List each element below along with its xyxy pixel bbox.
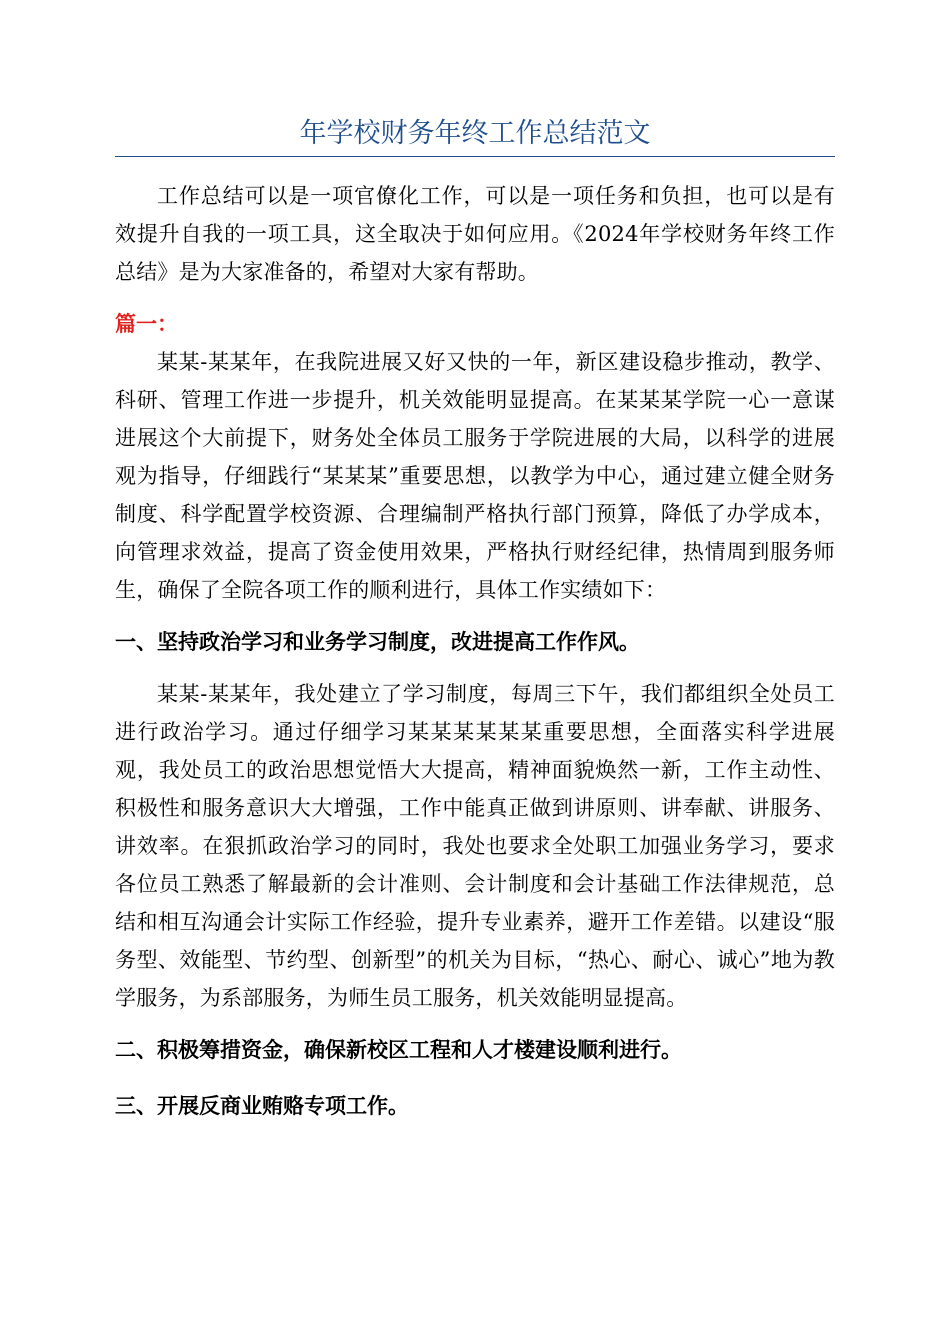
section-label: 篇一：: [115, 311, 178, 336]
body-paragraph-2: 某某-某某年，我处建立了学习制度，每周三下午，我们都组织全处员工进行政治学习。通过仔细学习某某某某某某重要思想，全面落实科学进展观，我处员工的政治思想觉悟大大提高，精神面貌焕然一新，工作主动性、积极性和服务意识大大增强，工作中能真正做到讲原则、讲奉献、讲服务、讲效率。在狠抓政治学习的同时，我处也要求全处职工加强业务学习，要求各位员工熟悉了解最新的会计准则、会计制度和会计基础工作法律规范，总结和相互沟通会计实际工作经验，提升专业素养，避开工作差错。以建设“服务型、效能型、节约型、创新型”的机关为目标，“热心、耐心、诚心”地为教学服务，为系部服务，为师生员工服务，机关效能明显提高。: [115, 682, 835, 1010]
spacer: [115, 1017, 835, 1031]
spacer: [115, 661, 835, 675]
document-title: 年学校财务年终工作总结范文: [115, 112, 835, 157]
spacer: [115, 609, 835, 623]
spacer: [115, 1069, 835, 1087]
intro-paragraph: 工作总结可以是一项官僚化工作，可以是一项任务和负担，也可以是有效提升自我的一项工具，这全取决于如何应用。《2024年学校财务年终工作总结》是为大家准备的，希望对大家有帮助。: [115, 184, 835, 284]
section-heading-3: 三、开展反商业贿赂专项工作。: [115, 1093, 409, 1118]
section-heading-1: 一、坚持政治学习和业务学习制度，改进提高工作作风。: [115, 629, 640, 654]
body-paragraph-1: 某某-某某年，在我院进展又好又快的一年，新区建设稳步推动，教学、科研、管理工作进一步提升，机关效能明显提高。在某某某学院一心一意谋进展这个大前提下，财务处全体员工服务于学院进展的大局，以科学的进展观为指导，仔细践行“某某某”重要思想，以教学为中心，通过建立健全财务制度、科学配置学校资源、合理编制严格执行部门预算，降低了办学成本，向管理求效益，提高了资金使用效果，严格执行财经纪律，热情周到服务师生，确保了全院各项工作的顺利进行，具体工作实绩如下：: [115, 350, 835, 602]
section-heading-2: 二、积极筹措资金，确保新校区工程和人才楼建设顺利进行。: [115, 1037, 682, 1062]
document-page: [115, 112, 835, 1125]
